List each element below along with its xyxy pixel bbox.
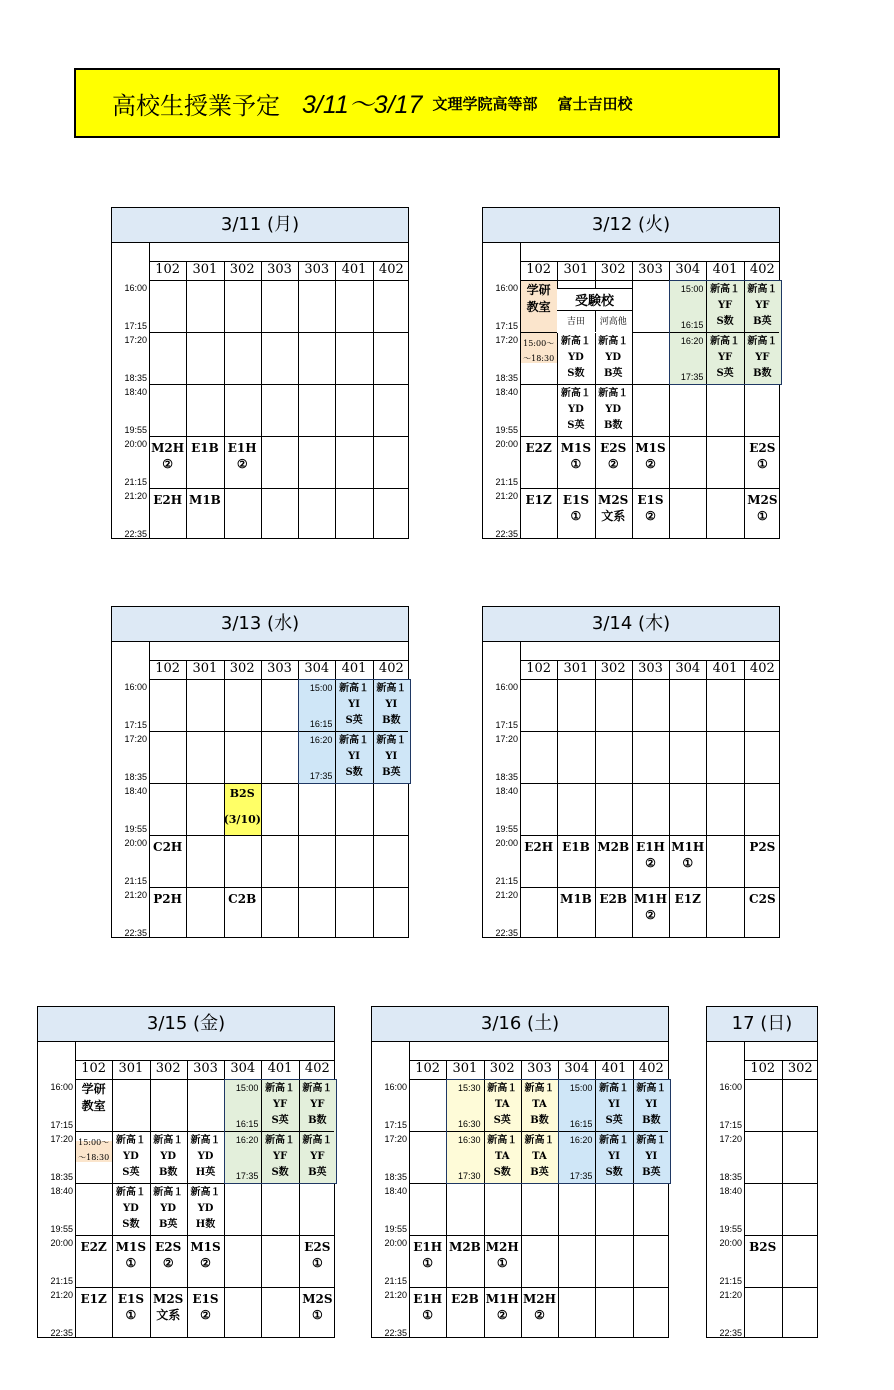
room-label: 303: [304, 262, 330, 277]
class-cell: 新高１ TA B英: [524, 1135, 555, 1178]
time-start: 20:00: [50, 1238, 73, 1248]
class-cell: E1S ①: [562, 493, 589, 523]
inner-time-start: 16:20: [235, 1135, 259, 1145]
row-line: [75, 1235, 334, 1236]
inner-time-start: 16:20: [309, 735, 333, 745]
room-label: 401: [712, 661, 738, 676]
room-label: 304: [304, 661, 330, 676]
inner-time-end: 17:35: [569, 1171, 593, 1181]
schedule-3-12: [482, 207, 780, 539]
class-cell: B2S: [749, 1240, 777, 1254]
room-label: 402: [749, 262, 775, 277]
class-cell: 新高１ TA S数: [487, 1135, 518, 1178]
class-cell: M1S ②: [190, 1240, 221, 1270]
inner-time-end: 16:15: [309, 719, 333, 729]
room-label: 301: [118, 1061, 144, 1076]
time-end: 19:55: [384, 1224, 407, 1234]
row-line: [520, 887, 779, 888]
day-header: 3/14 (木): [483, 607, 779, 642]
time-start: 21:20: [719, 1290, 742, 1300]
class-cell: 新高１ YI B英: [636, 1135, 667, 1178]
class-cell: E1H ①: [413, 1240, 443, 1270]
time-start: 17:20: [50, 1134, 73, 1144]
row-line: [520, 731, 779, 732]
span-sub: 河高他: [599, 317, 627, 327]
day-header: 3/11 (月): [112, 208, 408, 243]
class-cell: E1S ①: [117, 1292, 144, 1322]
class-cell: 新高１ YF S数: [265, 1135, 296, 1178]
time-start: 20:00: [124, 439, 147, 449]
highlight-box: [224, 1079, 337, 1184]
highlight-box: [298, 679, 411, 784]
schedule-3-15: [37, 1006, 335, 1338]
room-label: 302: [600, 661, 626, 676]
room-line: [744, 1079, 817, 1080]
row-line: [744, 1131, 817, 1132]
time-start: 16:00: [124, 682, 147, 692]
class-cell: E2H: [524, 840, 554, 854]
class-cell: E1S ②: [192, 1292, 219, 1322]
class-cell: 新高１ YF B英: [747, 284, 778, 327]
class-cell: M1B: [560, 892, 592, 906]
time-start: 16:00: [495, 283, 518, 293]
class-cell: E1S ②: [637, 493, 664, 523]
room-label: 102: [526, 262, 552, 277]
inner-time-end: 17:30: [458, 1171, 481, 1181]
class-cell: M1H ②: [633, 892, 667, 922]
banner-dates: 3/11〜3/17: [302, 91, 423, 119]
room-label: 102: [750, 1061, 776, 1076]
class-cell: M1S ①: [115, 1240, 147, 1270]
room-label: 401: [267, 1061, 293, 1076]
class-cell: 新高１ TA S英: [487, 1083, 518, 1126]
class-cell: 新高１ YI S数: [339, 735, 370, 778]
inner-time-start: 15:00: [235, 1083, 259, 1093]
col-line: [706, 660, 707, 937]
class-cell: M1S ②: [635, 441, 666, 471]
room-label: 301: [192, 661, 218, 676]
inner-time-start: 16:20: [680, 336, 704, 346]
time-end: 18:35: [384, 1172, 407, 1182]
time-start: 17:20: [384, 1134, 407, 1144]
room-label: 301: [563, 262, 589, 277]
room-label: 302: [229, 661, 255, 676]
class-cell: 学研 教室: [81, 1082, 106, 1113]
row-line: [149, 488, 408, 489]
time-end: 22:35: [495, 529, 518, 539]
class-cell: E1Z: [525, 493, 552, 507]
time-start: 17:20: [124, 734, 147, 744]
banner-school: 文理学院高等部: [432, 94, 538, 113]
time-end: 21:15: [124, 876, 147, 886]
time-start: 18:40: [124, 387, 147, 397]
time-end: 21:15: [384, 1276, 407, 1286]
class-cell: M2S ①: [302, 1292, 333, 1322]
class-cell: E2S ②: [155, 1240, 182, 1270]
class-cell: 15:00〜 〜18:30: [523, 339, 555, 363]
class-cell: 新高１ YF B英: [302, 1135, 333, 1178]
room-label: 102: [155, 262, 181, 277]
highlight-box: [669, 280, 782, 385]
class-cell: E1H ②: [636, 840, 665, 870]
class-cell: 新高１ YI B英: [376, 735, 407, 778]
room-label: 301: [192, 262, 218, 277]
room-line: [520, 679, 779, 680]
inner-time-start: 15:00: [309, 683, 333, 693]
row-line: [409, 1235, 668, 1236]
highlight-box: [558, 1079, 671, 1184]
day-header: 3/13 (水): [112, 607, 408, 642]
time-end: 18:35: [719, 1172, 742, 1182]
time-end: 19:55: [495, 425, 518, 435]
room-label: 304: [564, 1061, 590, 1076]
time-start: 18:40: [495, 387, 518, 397]
time-end: 22:35: [124, 529, 147, 539]
inner-time-end: 16:15: [235, 1119, 259, 1129]
room-label: 302: [600, 262, 626, 277]
day-header: 17 (日): [707, 1007, 817, 1042]
room-label: 402: [304, 1061, 330, 1076]
class-cell: B2S (3/10): [223, 787, 261, 826]
time-end: 17:15: [719, 1120, 742, 1130]
class-cell: E2S ①: [304, 1240, 331, 1270]
day-header: 3/15 (金): [38, 1007, 334, 1042]
class-cell: 新高１ YI S英: [339, 683, 370, 726]
class-cell: M1H ①: [671, 840, 705, 870]
time-end: 22:35: [495, 928, 518, 938]
class-cell: C2H: [153, 840, 183, 854]
class-cell: E1B: [191, 441, 219, 455]
room-label: 303: [267, 262, 292, 277]
class-cell: 新高１ YI B数: [636, 1083, 667, 1126]
room-label: 102: [81, 1061, 107, 1076]
time-start: 21:20: [124, 491, 147, 501]
class-cell: M2H ①: [485, 1240, 519, 1270]
class-cell: P2H: [153, 892, 182, 906]
class-cell: 新高１ YD B数: [153, 1135, 184, 1178]
class-cell: 新高１ YI S数: [599, 1135, 630, 1178]
room-label: 302: [155, 1061, 181, 1076]
class-cell: 新高１ YD B数: [598, 388, 629, 431]
room-label: 301: [452, 1061, 478, 1076]
class-cell: 新高１ YF B数: [747, 336, 778, 379]
time-end: 19:55: [124, 824, 147, 834]
schedule-3-13: [111, 606, 409, 938]
room-label: 303: [267, 661, 292, 676]
class-cell: 新高１ YD H英: [190, 1135, 221, 1178]
class-cell: C2S: [749, 892, 776, 906]
row-line: [520, 488, 779, 489]
class-cell: 新高１ YF B数: [302, 1083, 333, 1126]
room-label: 102: [526, 661, 552, 676]
room-label: 401: [601, 1061, 627, 1076]
room-label: 304: [675, 262, 701, 277]
room-label: 401: [712, 262, 738, 277]
title-banner: [74, 68, 780, 138]
time-start: 20:00: [124, 838, 147, 848]
time-start: 16:00: [50, 1082, 73, 1092]
time-end: 21:15: [50, 1276, 73, 1286]
inner-time-end: 16:15: [569, 1119, 593, 1129]
banner-campus: 富士吉田校: [557, 94, 633, 113]
time-start: 18:40: [124, 786, 147, 796]
time-end: 21:15: [495, 477, 518, 487]
class-cell: M2H ②: [522, 1292, 556, 1322]
class-cell: C2B: [228, 892, 257, 906]
class-cell: M1H ②: [485, 1292, 519, 1322]
col-line: [261, 660, 262, 937]
time-end: 17:15: [495, 321, 518, 331]
time-start: 18:40: [384, 1186, 407, 1196]
inner-time-end: 16:15: [680, 320, 704, 330]
room-label: 402: [749, 661, 775, 676]
col-line: [186, 660, 187, 937]
class-cell: 新高１ YD S英: [115, 1135, 146, 1178]
span-title: 受験校: [575, 294, 615, 309]
class-cell: 新高１ YD S数: [560, 336, 591, 379]
class-cell: M1S ①: [560, 441, 592, 471]
col-line: [298, 261, 299, 538]
time-end: 18:35: [495, 373, 518, 383]
class-cell: 新高１ YD S数: [115, 1187, 146, 1230]
room-label: 102: [155, 661, 181, 676]
banner-title: 高校生授業予定: [112, 91, 280, 120]
class-cell: 新高１ YD B英: [153, 1187, 184, 1230]
room-label: 303: [527, 1061, 552, 1076]
room-label: 402: [378, 661, 404, 676]
time-end: 17:15: [384, 1120, 407, 1130]
inner-time-start: 16:30: [458, 1135, 481, 1145]
highlight-box: [446, 1079, 559, 1184]
room-label: 401: [341, 661, 367, 676]
class-cell: 新高１ YD B英: [598, 336, 629, 379]
room-label: 302: [787, 1061, 813, 1076]
inner-time-end: 17:35: [680, 372, 704, 382]
time-end: 19:55: [495, 824, 518, 834]
row-line: [744, 1183, 817, 1184]
class-cell: 新高１ YI B数: [376, 683, 407, 726]
time-start: 20:00: [384, 1238, 407, 1248]
time-end: 19:55: [50, 1224, 73, 1234]
room-label: 102: [415, 1061, 441, 1076]
class-cell: M2S 文系: [153, 1292, 184, 1322]
time-start: 20:00: [719, 1238, 742, 1248]
time-end: 18:35: [124, 373, 147, 383]
row-line: [409, 1287, 668, 1288]
row-line: [149, 887, 408, 888]
time-end: 17:15: [124, 321, 147, 331]
class-cell: 新高１ TA B数: [524, 1083, 555, 1126]
time-start: 18:40: [50, 1186, 73, 1196]
room-label: 402: [638, 1061, 664, 1076]
class-cell: M2S ①: [747, 493, 778, 523]
class-cell: 新高１ YD H数: [190, 1187, 221, 1230]
day-header: 3/12 (火): [483, 208, 779, 243]
class-cell: E1Z: [80, 1292, 107, 1306]
class-cell: E2H: [153, 493, 183, 507]
col-line: [373, 261, 374, 538]
time-start: 21:20: [384, 1290, 407, 1300]
time-end: 22:35: [384, 1328, 407, 1338]
row-line: [744, 1287, 817, 1288]
time-end: 22:35: [50, 1328, 73, 1338]
class-cell: M2B: [597, 840, 630, 854]
room-label: 302: [229, 262, 255, 277]
class-cell: 新高１ YF S英: [710, 336, 741, 379]
class-cell: 新高１ YI S英: [599, 1083, 630, 1126]
span-sub: 吉田: [566, 317, 585, 327]
time-end: 19:55: [719, 1224, 742, 1234]
time-end: 18:35: [124, 772, 147, 782]
time-end: 19:55: [124, 425, 147, 435]
schedule-3-17: [706, 1006, 818, 1338]
room-line: [149, 280, 408, 281]
class-cell: M2B: [449, 1240, 481, 1254]
time-start: 16:00: [495, 682, 518, 692]
class-cell: 学研 教室: [526, 283, 551, 314]
time-start: 17:20: [719, 1134, 742, 1144]
row-line: [744, 1235, 817, 1236]
time-start: 21:20: [495, 491, 518, 501]
time-end: 21:15: [495, 876, 518, 886]
time-start: 18:40: [495, 786, 518, 796]
time-start: 20:00: [495, 838, 518, 848]
time-start: 16:00: [719, 1082, 742, 1092]
schedule-3-14: [482, 606, 780, 938]
class-cell: 新高１ YD S英: [560, 388, 591, 431]
class-cell: M1B: [189, 493, 221, 507]
room-label: 304: [675, 661, 701, 676]
class-cell: E1H ②: [227, 441, 257, 471]
time-end: 17:15: [495, 720, 518, 730]
time-col-line: [520, 641, 521, 937]
class-cell: E1B: [562, 840, 590, 854]
row-line: [75, 1287, 334, 1288]
room-label: 303: [193, 1061, 218, 1076]
time-start: 18:40: [719, 1186, 742, 1196]
time-start: 17:20: [495, 734, 518, 744]
time-end: 22:35: [124, 928, 147, 938]
class-cell: E2S ②: [600, 441, 627, 471]
inner-time-start: 15:00: [680, 284, 704, 294]
row-line: [520, 783, 779, 784]
class-cell: M2S 文系: [598, 493, 629, 523]
class-cell: E2B: [599, 892, 628, 906]
time-start: 21:20: [50, 1290, 73, 1300]
time-start: 17:20: [495, 335, 518, 345]
time-col-line: [744, 1041, 745, 1337]
time-end: 17:15: [124, 720, 147, 730]
time-start: 16:00: [384, 1082, 407, 1092]
time-end: 22:35: [719, 1328, 742, 1338]
inner-time-start: 15:00: [569, 1083, 593, 1093]
class-cell: E2Z: [80, 1240, 107, 1254]
time-start: 21:20: [124, 890, 147, 900]
time-end: 18:35: [495, 772, 518, 782]
schedule-3-11: [111, 207, 409, 539]
row-line: [149, 436, 408, 437]
class-cell: E2S ①: [749, 441, 776, 471]
col-line: [224, 261, 225, 538]
schedule-3-16: [371, 1006, 669, 1338]
room-label: 303: [638, 262, 663, 277]
room-label: 301: [563, 661, 589, 676]
class-cell: 15:00〜 〜18:30: [78, 1138, 110, 1162]
class-cell: P2S: [749, 840, 776, 854]
time-start: 16:00: [124, 283, 147, 293]
row-line: [149, 332, 408, 333]
class-cell: E2B: [451, 1292, 479, 1306]
time-end: 18:35: [50, 1172, 73, 1182]
room-label: 402: [378, 262, 404, 277]
inner-time-start: 15:30: [458, 1083, 481, 1093]
time-start: 20:00: [495, 439, 518, 449]
inner-time-start: 16:20: [569, 1135, 593, 1145]
class-cell: 新高１ YF S英: [265, 1083, 296, 1126]
inner-time-end: 16:30: [458, 1119, 481, 1129]
class-cell: E1H ①: [413, 1292, 443, 1322]
class-cell: 新高１ YF S数: [710, 284, 741, 327]
col-line: [261, 261, 262, 538]
class-cell: M2H ②: [151, 441, 185, 471]
day-header: 3/16 (土): [372, 1007, 668, 1042]
row-line: [149, 384, 408, 385]
room-label: 304: [230, 1061, 256, 1076]
room-label: 401: [341, 262, 367, 277]
class-cell: E2Z: [525, 441, 552, 455]
time-start: 21:20: [495, 890, 518, 900]
class-cell: E1Z: [674, 892, 701, 906]
inner-time-end: 17:35: [235, 1171, 259, 1181]
row-line: [520, 436, 779, 437]
room-label: 302: [489, 1061, 515, 1076]
time-start: 17:20: [124, 335, 147, 345]
room-label: 303: [638, 661, 663, 676]
col-line: [782, 1060, 783, 1337]
time-end: 17:15: [50, 1120, 73, 1130]
time-end: 21:15: [124, 477, 147, 487]
inner-time-end: 17:35: [309, 771, 333, 781]
row-line: [520, 835, 779, 836]
col-line: [335, 261, 336, 538]
row-line: [149, 835, 408, 836]
time-end: 21:15: [719, 1276, 742, 1286]
